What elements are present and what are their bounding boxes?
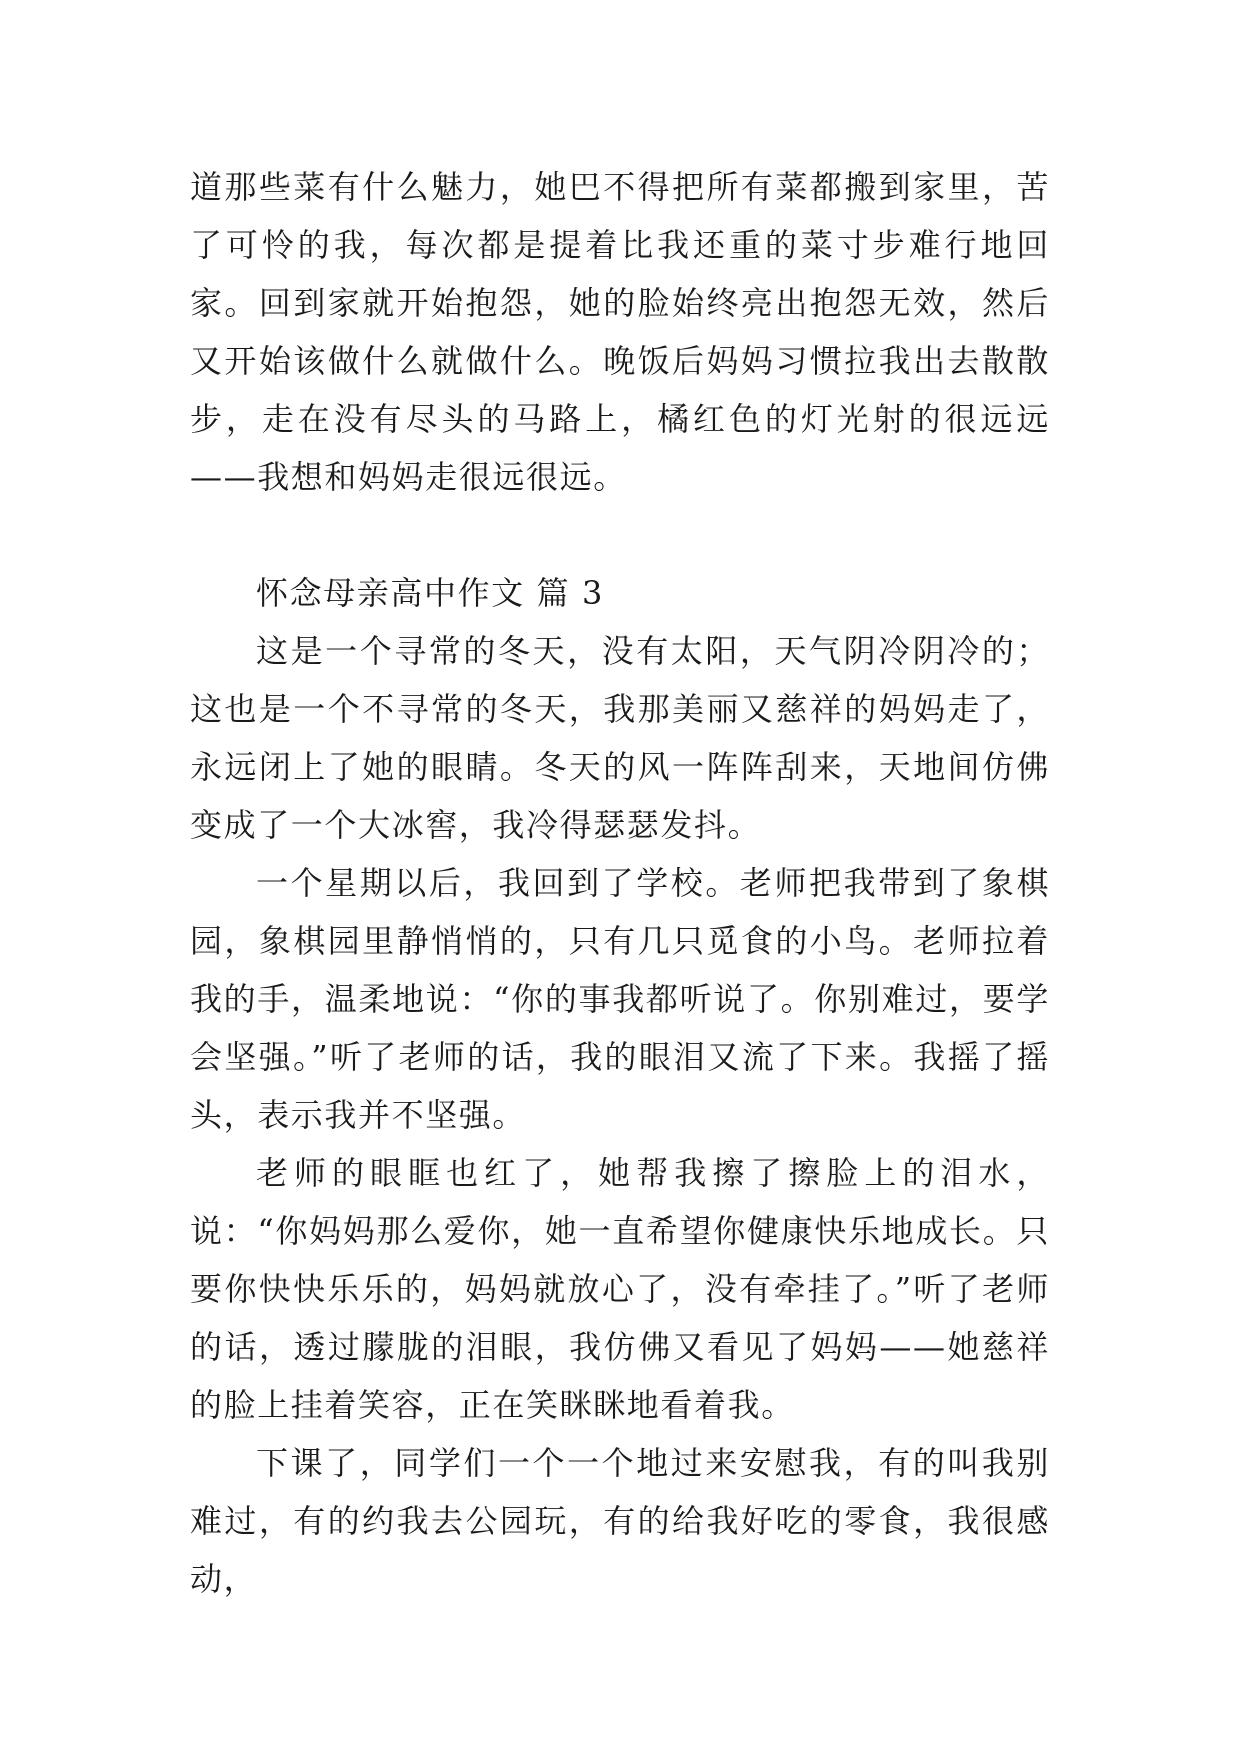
paragraph-3: 老师的眼眶也红了，她帮我擦了擦脸上的泪水，说：“你妈妈那么爱你，她一直希望你健康快乐地成长。只要你快快乐乐的，妈妈就放心了，没有牵挂了。”听了老师的话，透过朦胧的泪眼，我仿佛又看见了妈妈——她慈祥的脸上挂着笑容，正在笑眯眯地看着我。 (190, 1154, 1050, 1424)
paragraph-4: 下课了，同学们一个一个地过来安慰我，有的叫我别难过，有的约我去公园玩，有的给我好吃的零食，我很感动， (190, 1444, 1050, 1598)
document-body (190, 158, 1050, 1608)
paragraph-2: 一个星期以后，我回到了学校。老师把我带到了象棋园，象棋园里静悄悄的，只有几只觅食的小鸟。老师拉着我的手，温柔地说：“你的事我都听说了。你别难过，要学会坚强。”听了老师的话，我的眼泪又流了下来。我摇了摇头，表示我并不坚强。 (190, 864, 1050, 1134)
paragraph-1: 这是一个寻常的冬天，没有太阳，天气阴冷阴冷的；这也是一个不寻常的冬天，我那美丽又慈祥的妈妈走了，永远闭上了她的眼睛。冬天的风一阵阵刮来，天地间仿佛变成了一个大冰窖，我冷得瑟瑟发抖。 (190, 632, 1050, 844)
continuation-paragraph: 道那些菜有什么魅力，她巴不得把所有菜都搬到家里，苦了可怜的我，每次都是提着比我还重的菜寸步难行地回家。回到家就开始抱怨，她的脸始终亮出抱怨无效，然后又开始该做什么就做什么。晚饭后妈妈习惯拉我出去散散步，走在没有尽头的马路上，橘红色的灯光射的很远远——我想和妈妈走很远很远。 (190, 168, 1050, 496)
section-title: 怀念母亲高中作文 篇 3 (256, 574, 604, 612)
